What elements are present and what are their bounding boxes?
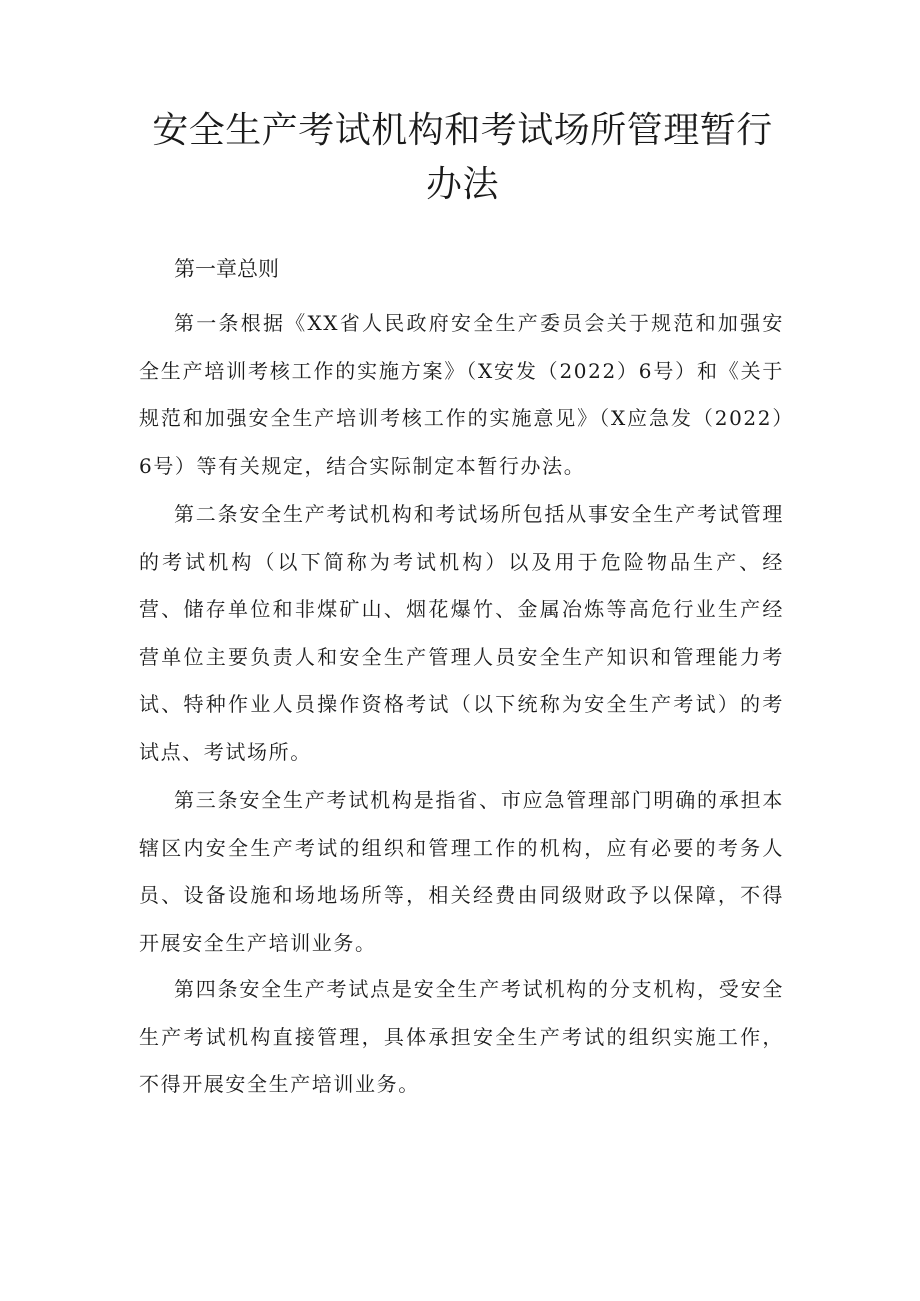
article-3: 第三条安全生产考试机构是指省、市应急管理部门明确的承担本辖区内安全生产考试的组织和管理工作的机构，应有必要的考务人员、设备设施和场地场所等，相关经费由同级财政予以保障，不得开展安全生产培训业务。 (139, 788, 784, 955)
article-1: 第一条根据《XX省人民政府安全生产委员会关于规范和加强安全生产培训考核工作的实施方案》（X安发（2022）6号）和《关于规范和加强安全生产培训考核工作的实施意见》（X应急发（2022）6号）等有关规定，结合实际制定本暂行办法。 (139, 311, 784, 478)
document-title: 安全生产考试机构和考试场所管理暂行办法 (152, 110, 773, 205)
article-2: 第二条安全生产考试机构和考试场所包括从事安全生产考试管理的考试机构（以下简称为考试机构）以及用于危险物品生产、经营、储存单位和非煤矿山、烟花爆竹、金属冶炼等高危行业生产经营单位主要负责人和安全生产管理人员安全生产知识和管理能力考试、特种作业人员操作资格考试（以下统称为安全生产考试）的考试点、考试场所。 (139, 502, 784, 764)
chapter-heading: 第一章总则 (174, 257, 279, 281)
article-4: 第四条安全生产考试点是安全生产考试机构的分支机构，受安全生产考试机构直接管理，具体承担安全生产考试的组织实施工作，不得开展安全生产培训业务。 (139, 977, 784, 1096)
